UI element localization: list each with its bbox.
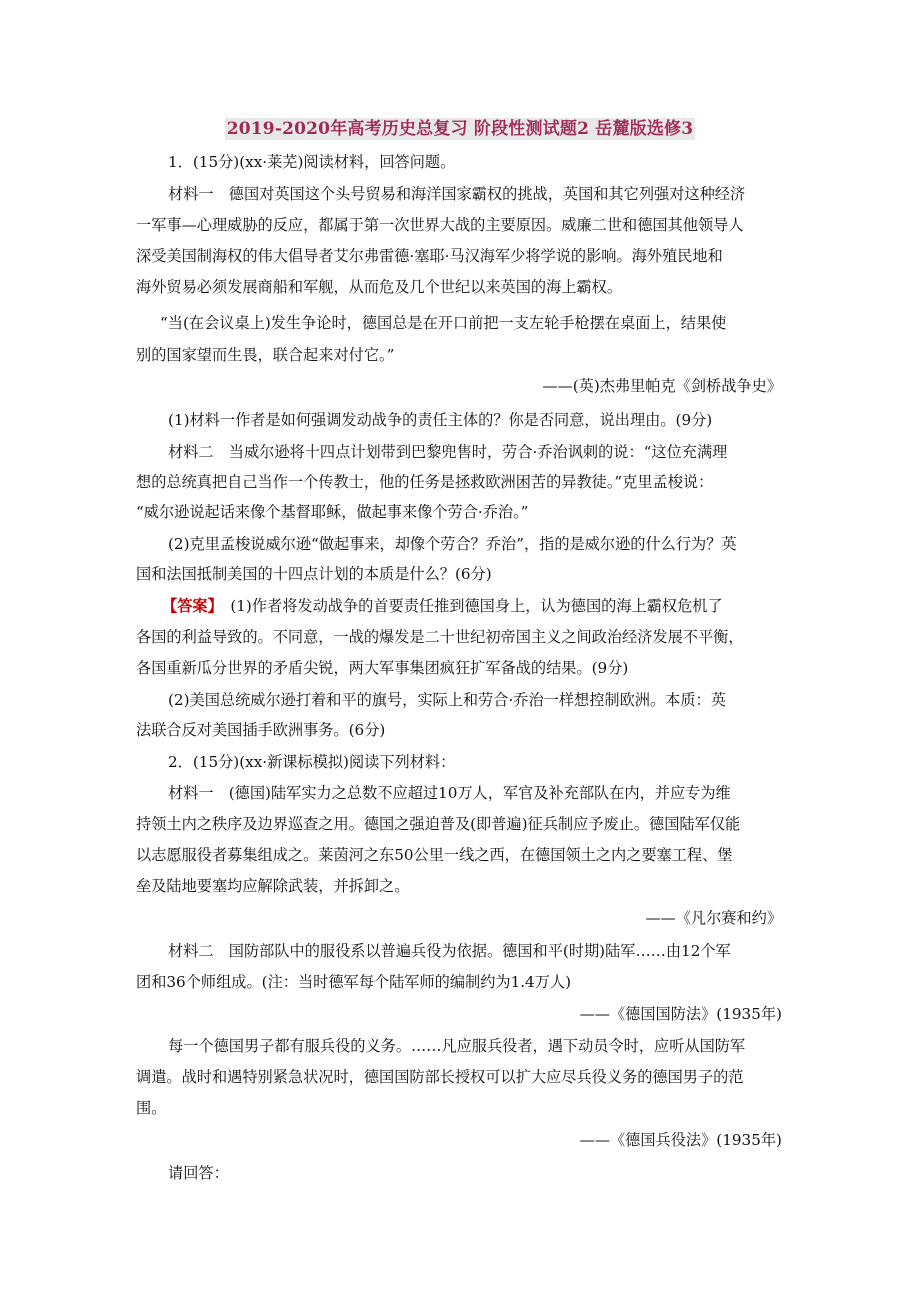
q1-material2-line2: 想的总统真把自己当作一个传教士，他的任务是拯救欧洲困苦的异教徒。”克里孟梭说： [136, 473, 714, 491]
q1-quote-line2: 别的国家望而生畏，联合起来对付它。” [136, 346, 395, 364]
q1-source: ——(英)杰弗里帕克《剑桥战争史》 [542, 377, 782, 395]
q2-source1: ——《凡尔赛和约》 [645, 909, 782, 927]
q1-material1-line4: 海外贸易必须发展商船和军舰，从而危及几个世纪以来英国的海上霸权。 [136, 278, 622, 296]
q2-material3-line1: 每一个德国男子都有服兵役的义务。……凡应服兵役者，遇下动员令时，应听从国防军 [168, 1037, 746, 1055]
q1-question2-line2: 国和法国抵制美国的十四点计划的本质是什么？(6分) [136, 565, 492, 583]
q2-material3-line2: 调遣。战时和遇特别紧急状况时，德国国防部长授权可以扩大应尽兵役义务的德国男子的范 [136, 1068, 744, 1086]
q2-material1-line3: 以志愿服役者募集组成之。莱茵河之东50公里一线之西，在德国领土之内之要塞工程、堡 [136, 846, 733, 864]
q1-answer-line1 [162, 596, 723, 616]
q1-material2-line3: “威尔逊说起话来像个基督耶稣，做起事来像个劳合·乔治。” [136, 503, 529, 521]
q2-source3: ——《德国兵役法》(1935年) [579, 1131, 782, 1149]
q2-material3-line3: 围。 [136, 1099, 167, 1117]
q2-source2: ——《德国国防法》(1935年) [579, 1005, 782, 1023]
q1-quote-line1: “当(在会议桌上)发生争论时，德国总是在开口前把一支左轮手枪摆在桌面上，结果使 [160, 314, 727, 332]
q1-answer-line3: 各国重新瓜分世界的矛盾尖锐，两大军事集团疯狂扩军备战的结果。(9分) [136, 659, 629, 677]
q2-material1-line1: 材料一 (德国)陆军实力之总数不应超过10万人，军官及补充部队在内，并应专为维 [168, 784, 731, 802]
q1-material1-line3: 深受美国制海权的伟大倡导者艾尔弗雷德·塞耶·马汉海军少将学说的影响。海外殖民地和 [136, 247, 723, 265]
answer-text: (1)作者将发动战争的首要责任推到德国身上，认为德国的海上霸权危机了 [215, 597, 723, 615]
q1-answer2-line1: (2)美国总统威尔逊打着和平的旗号，实际上和劳合·乔治一样想控制欧洲。本质：英 [168, 691, 726, 709]
q2-prompt: 请回答： [168, 1164, 229, 1182]
q2-material1-line2: 持领土内之秩序及边界巡查之用。德国之强迫普及(即普遍)征兵制应予废止。德国陆军仅能 [136, 815, 741, 833]
q2-material1-line4: 垒及陆地要塞均应解除武装，并拆卸之。 [136, 877, 410, 895]
q1-material1-line2: 一军事—心理威胁的反应，都属于第一次世界大战的主要原因。威廉二世和德国其他领导人 [136, 216, 744, 234]
answer-tag: 【答案】 [162, 597, 216, 615]
q1-question1: (1)材料一作者是如何强调发动战争的责任主体的？你是否同意，说出理由。(9分) [168, 411, 713, 429]
title-text: 2019-2020年高考历史总复习 阶段性测试题2 岳麓版选修3 [226, 119, 694, 139]
q2-header: 2．(15分)(xx·新课标模拟)阅读下列材料： [168, 753, 456, 771]
q2-material2-line1: 材料二 国防部队中的服役系以普遍兵役为依据。德国和平(时期)陆军……由12个军 [168, 942, 731, 960]
q1-header: 1．(15分)(xx·莱芜)阅读材料，回答问题。 [168, 153, 456, 171]
q1-answer-line2: 各国的利益导致的。不同意，一战的爆发是二十世纪初帝国主义之间政治经济发展不平衡， [136, 628, 744, 646]
q1-question2-line1: (2)克里孟梭说威尔逊“做起事来，却像个劳合？乔治”，指的是威尔逊的什么行为？英 [168, 535, 737, 553]
q1-material1-line1: 材料一 德国对英国这个头号贸易和海洋国家霸权的挑战，英国和其它列强对这种经济 [168, 185, 746, 203]
page-title [0, 114, 920, 139]
q1-material2-line1: 材料二 当威尔逊将十四点计划带到巴黎兜售时，劳合·乔治讽刺的说：“这位充满理 [168, 443, 728, 461]
q2-material2-line2: 团和36个师组成。(注：当时德军每个陆军师的编制约为1.4万人) [136, 973, 572, 991]
q1-answer2-line2: 法联合反对美国插手欧洲事务。(6分) [136, 721, 386, 739]
